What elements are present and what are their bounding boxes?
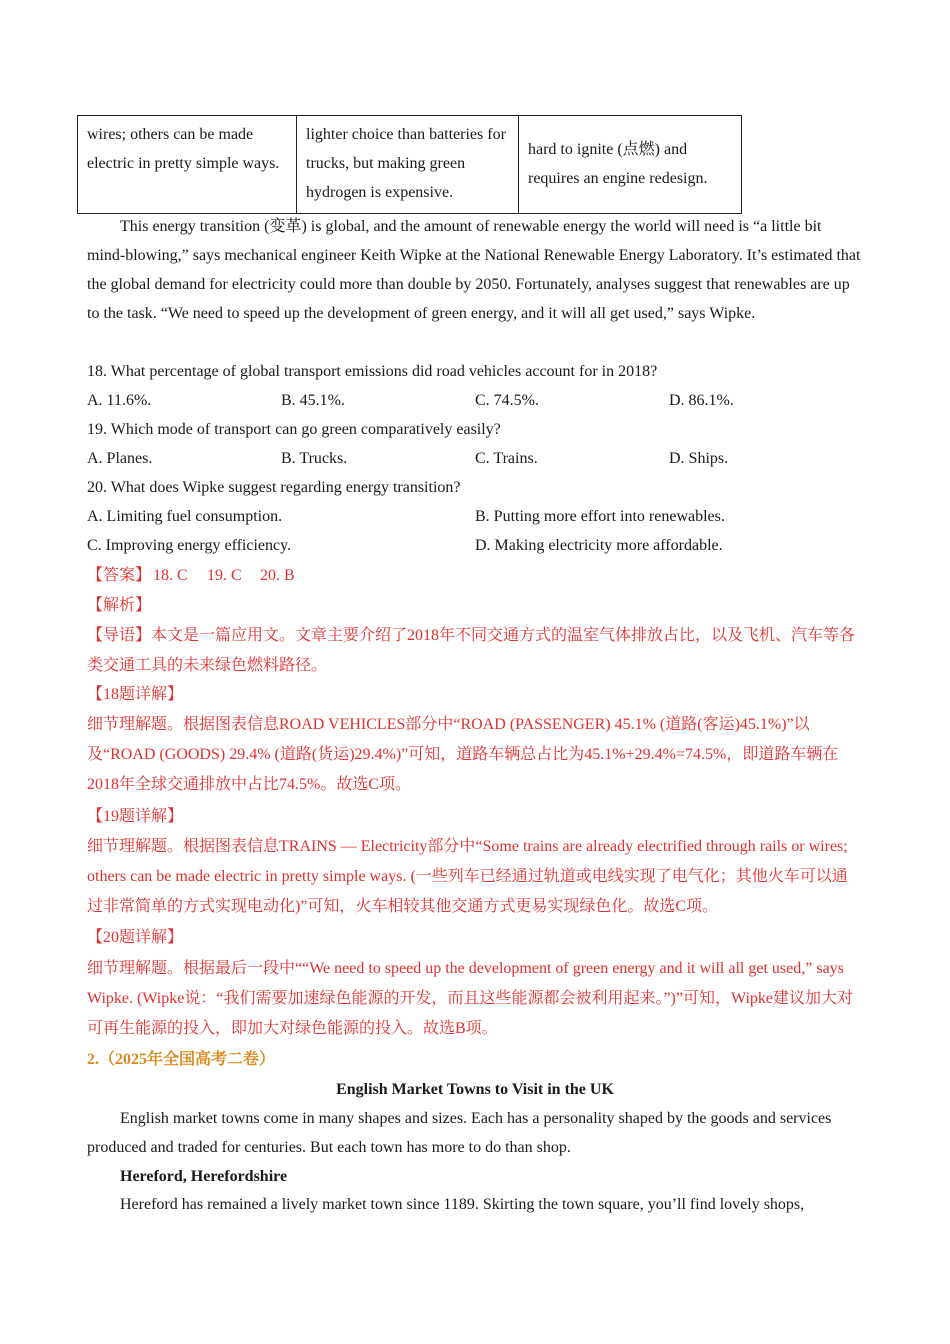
answer-label: 【答案】 <box>87 567 152 584</box>
q18-detail-text: 细节理解题。根据图表信息ROAD VEHICLES部分中“ROAD (PASSENGER) 45.1% (道路(客运)45.1%)”以及“ROAD (GOODS) 29.4% (道路(货运)29.4%)”可知，道路车辆总占比为45.1%+29.4%=74.5%，即道路车辆在2018年全球交通排放中占比74.5%。故选C项。 <box>87 716 839 793</box>
question-20-stem: 20. What does Wipke suggest regarding energy transition? <box>87 479 461 496</box>
transport-table-fragment <box>77 115 742 214</box>
analysis-heading: 【解析】 <box>87 597 152 614</box>
question-18-stem: 18. What percentage of global transport emissions did road vehicles account for in 2018? <box>87 363 658 380</box>
q20-option-c: C. Improving energy efficiency. <box>87 537 292 554</box>
q18-option-b: B. 45.1%. <box>281 392 345 409</box>
q19-detail-heading: 【19题详解】 <box>87 808 184 825</box>
town-heading-hereford: Hereford, Herefordshire <box>120 1168 288 1185</box>
passage-title: English Market Towns to Visit in the UK <box>336 1081 614 1098</box>
q20-detail-text: 细节理解题。根据最后一段中““We need to speed up the development of green energy and it will all get used,” says Wipke. (Wipke说：“我们需要加速绿色能源的开发，而且这些能源都会被利用起来。”)”可知，Wipke建议加大对可再生能源的投入，即加大对绿色能源的投入。故选B项。 <box>87 960 853 1037</box>
q20-option-b: B. Putting more effort into renewables. <box>475 508 725 525</box>
q19-option-b: B. Trucks. <box>281 450 348 467</box>
final-paragraph: This energy transition (变革) is global, and the amount of renewable energy the world will need is “a little bit mind-blowing,” says mechanical engineer Keith Wipke at the National Renewable Energy Laboratory. It’s estimated that the global demand for electricity could more than double by 2050. Fortunately, analyses suggest that renewables are up to the task. “We need to speed up the development of green energy, and it will all get used,” says Wipke. <box>87 218 861 322</box>
q18-option-c: C. 74.5%. <box>475 392 539 409</box>
answer-19: 19. C <box>207 567 242 584</box>
q18-detail-heading: 【18题详解】 <box>87 686 184 703</box>
q18-option-d: D. 86.1%. <box>669 392 734 409</box>
q20-detail-heading: 【20题详解】 <box>87 929 184 946</box>
q19-detail-text: 细节理解题。根据图表信息TRAINS — Electricity部分中“Some trains are already electrified through rails or wires; others can be made electric in pretty simple ways. (一些列车已经通过轨道或电线实现了电气化；其他火车可以通过非常简单的方式实现电动化)”可知，火车相较其他交通方式更易实现绿色化。故选C项。 <box>87 838 848 915</box>
answer-20: 20. B <box>260 567 295 584</box>
hereford-text: Hereford has remained a lively market town since 1189. Skirting the town square, you’ll find lovely shops, <box>120 1196 805 1213</box>
answer-18: 18. C <box>153 567 188 584</box>
q19-option-a: A. Planes. <box>87 450 153 467</box>
question-19-stem: 19. Which mode of transport can go green comparatively easily? <box>87 421 501 438</box>
q19-option-c: C. Trains. <box>475 450 538 467</box>
q18-option-a: A. 11.6%. <box>87 392 152 409</box>
q19-option-d: D. Ships. <box>669 450 729 467</box>
passage-intro: English market towns come in many shapes and sizes. Each has a personality shaped by the goods and services produced and traded for centuries. But each town has more to do than shop. <box>87 1110 832 1156</box>
table-cell-trucks: lighter choice than batteries for trucks, but making green hydrogen is expensive. <box>297 116 519 214</box>
q20-option-d: D. Making electricity more affordable. <box>475 537 723 554</box>
q20-option-a: A. Limiting fuel consumption. <box>87 508 283 525</box>
analysis-guide: 【导语】本文是一篇应用文。文章主要介绍了2018年不同交通方式的温室气体排放占比，以及飞机、汽车等各类交通工具的未来绿色燃料路径。 <box>87 627 856 674</box>
table-row <box>78 116 742 214</box>
table-cell-ships: hard to ignite (点燃) and requires an engine redesign. <box>519 116 742 214</box>
section-source: 2.（2025年全国高考二卷） <box>87 1051 276 1068</box>
table-cell-trains: wires; others can be made electric in pretty simple ways. <box>78 116 297 214</box>
